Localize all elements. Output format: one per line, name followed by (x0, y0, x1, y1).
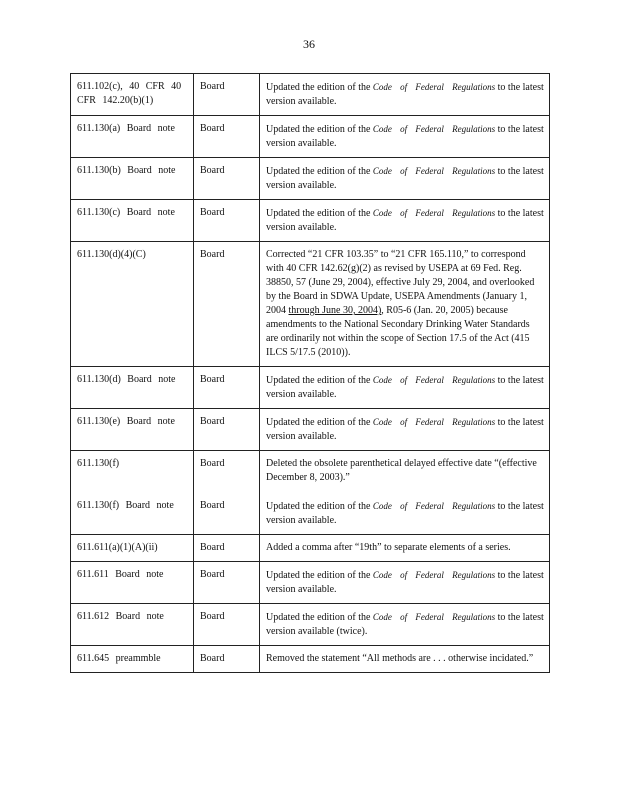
change-text: to the latest version available (twice). (266, 612, 544, 637)
section-cell: 611.130(a) Board note (71, 116, 194, 158)
change-text: , R05-6 (Jan. 20, 2005) because amendments to the National Secondary Drinking Water Standards are ordinarily not within the scope of Section 17.5 of the Act (415 ILCS 5/17.5 (2010)). (266, 305, 530, 358)
table-row (71, 646, 550, 673)
agency-cell: Board (194, 116, 260, 158)
change-text: Updated the edition of the (266, 501, 373, 512)
table-row (71, 158, 550, 200)
table-row (71, 604, 550, 646)
table-row (71, 242, 550, 367)
change-text: Deleted the obsolete parenthetical delayed effective date “(effective December 8, 2003).” (266, 458, 537, 483)
change-text: to the latest version available. (266, 124, 544, 149)
table-row (71, 74, 550, 116)
change-cell (260, 116, 550, 158)
section-cell (71, 451, 194, 535)
section-text: 611.130(f) Board note (77, 500, 174, 511)
table-row (71, 562, 550, 604)
cfr-title: Code of Federal Regulations (372, 124, 496, 134)
agency-cell: Board (194, 242, 260, 367)
section-cell: 611.612 Board note (71, 604, 194, 646)
section-text: 611.130(f) (77, 458, 120, 469)
section-cell: 611.130(c) Board note (71, 200, 194, 242)
amendments-table (70, 73, 550, 673)
agency-text: Board (200, 500, 225, 511)
agency-cell: Board (194, 74, 260, 116)
change-text: Updated the edition of the (266, 417, 373, 428)
agency-cell: Board (194, 158, 260, 200)
change-text: Updated the edition of the (266, 612, 373, 623)
section-cell: 611.130(d) Board note (71, 367, 194, 409)
section-cell: 611.130(e) Board note (71, 409, 194, 451)
cfr-title: Code of Federal Regulations (372, 208, 496, 218)
change-text: Updated the edition of the (266, 570, 373, 581)
change-text: Updated the edition of the (266, 124, 373, 135)
section-cell: 611.130(b) Board note (71, 158, 194, 200)
cfr-title: Code of Federal Regulations (372, 570, 496, 580)
agency-cell: Board (194, 535, 260, 562)
agency-text: Board (200, 458, 225, 469)
agency-cell: Board (194, 646, 260, 673)
change-text: Updated the edition of the (266, 82, 373, 93)
change-cell: Removed the statement “All methods are . . . otherwise incidated.” (260, 646, 550, 673)
cfr-title: Code of Federal Regulations (372, 166, 496, 176)
cfr-title: Code of Federal Regulations (372, 501, 496, 511)
change-text: to the latest version available. (266, 208, 544, 233)
table-row (71, 409, 550, 451)
change-text: to the latest version available. (266, 166, 544, 191)
cfr-title: Code of Federal Regulations (372, 375, 496, 385)
change-cell (260, 451, 550, 535)
agency-cell (194, 451, 260, 535)
cfr-title: Code of Federal Regulations (372, 417, 496, 427)
table-row (71, 367, 550, 409)
agency-cell: Board (194, 604, 260, 646)
agency-cell: Board (194, 367, 260, 409)
change-text: Updated the edition of the (266, 166, 373, 177)
change-cell (260, 562, 550, 604)
agency-cell: Board (194, 562, 260, 604)
change-text: to the latest version available. (266, 417, 544, 442)
change-text: to the latest version available. (266, 375, 544, 400)
cfr-title: Code of Federal Regulations (372, 82, 496, 92)
table-row (71, 535, 550, 562)
change-cell (260, 200, 550, 242)
change-cell (260, 74, 550, 116)
underlined-text: through June 30, 2004) (288, 305, 382, 316)
cfr-title: Code of Federal Regulations (372, 612, 496, 622)
change-text: Updated the edition of the (266, 208, 373, 219)
change-cell (260, 409, 550, 451)
change-cell: Added a comma after “19th” to separate elements of a series. (260, 535, 550, 562)
section-cell: 611.611(a)(1)(A)(ii) (71, 535, 194, 562)
change-text: to the latest version available. (266, 82, 544, 107)
change-cell (260, 604, 550, 646)
table-row (71, 451, 550, 535)
change-text: Corrected “21 CFR 103.35” to “21 CFR 165.110,” to correspond with 40 CFR 142.62(g)(2) as revised by USEPA at 69 Fed. Reg. 38850, 57 (June 29, 2004), effective July 29, 2004, and overlooked by the Board in SDWA Update, USEPA Amendments (January 1, 2004 (266, 249, 535, 316)
agency-cell: Board (194, 409, 260, 451)
section-cell: 611.645 preammble (71, 646, 194, 673)
change-text: Updated the edition of the (266, 375, 373, 386)
section-cell: 611.611 Board note (71, 562, 194, 604)
page-number: 36 (303, 37, 315, 51)
table-row (71, 200, 550, 242)
change-cell (260, 367, 550, 409)
table-row (71, 116, 550, 158)
change-cell (260, 158, 550, 200)
section-cell: 611.102(c), 40 CFR 40 CFR 142.20(b)(1) (71, 74, 194, 116)
agency-cell: Board (194, 200, 260, 242)
change-text: to the latest version available. (266, 570, 544, 595)
change-cell (260, 242, 550, 367)
section-cell: 611.130(d)(4)(C) (71, 242, 194, 367)
change-text: to the latest version available. (266, 501, 544, 526)
